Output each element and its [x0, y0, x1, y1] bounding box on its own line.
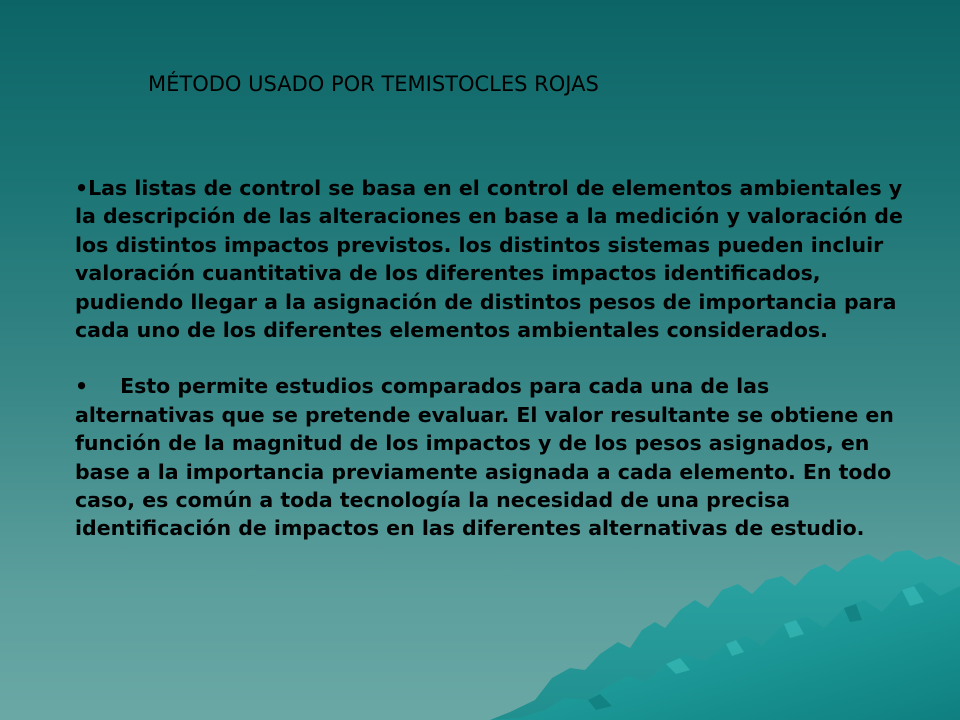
- bullet-paragraph-2: [75, 372, 905, 542]
- slide-body: [75, 174, 905, 543]
- bullet-marker: •: [75, 176, 89, 200]
- decorative-mountains: [490, 550, 960, 720]
- paragraph-text: Esto permite estudios comparados para cada una de las alternativas que se pretende evaluar. El valor resultante se obtiene en función de la magnitud de los impactos y de los pesos asignados, en base a la importancia previamente asignada a cada elemento. En todo caso, es común a toda tecnología la necesidad de una precisa identificación de impactos en las diferentes alternativas de estudio.: [75, 374, 894, 541]
- paragraph-text: Las listas de control se basa en el control de elementos ambientales y la descripción de las alteraciones en base a la medición y valoración de los distintos impactos previstos. los distintos sistemas pueden incluir valoración cuantitativa de los diferentes impactos identificados, pudiendo llegar a la asignación de distintos pesos de importancia para cada uno de los diferentes elementos ambientales considerados.: [75, 176, 903, 343]
- slide-title: MÉTODO USADO POR TEMISTOCLES ROJAS: [148, 72, 599, 96]
- bullet-marker: •: [75, 374, 89, 399]
- bullet-paragraph-1: [75, 174, 905, 344]
